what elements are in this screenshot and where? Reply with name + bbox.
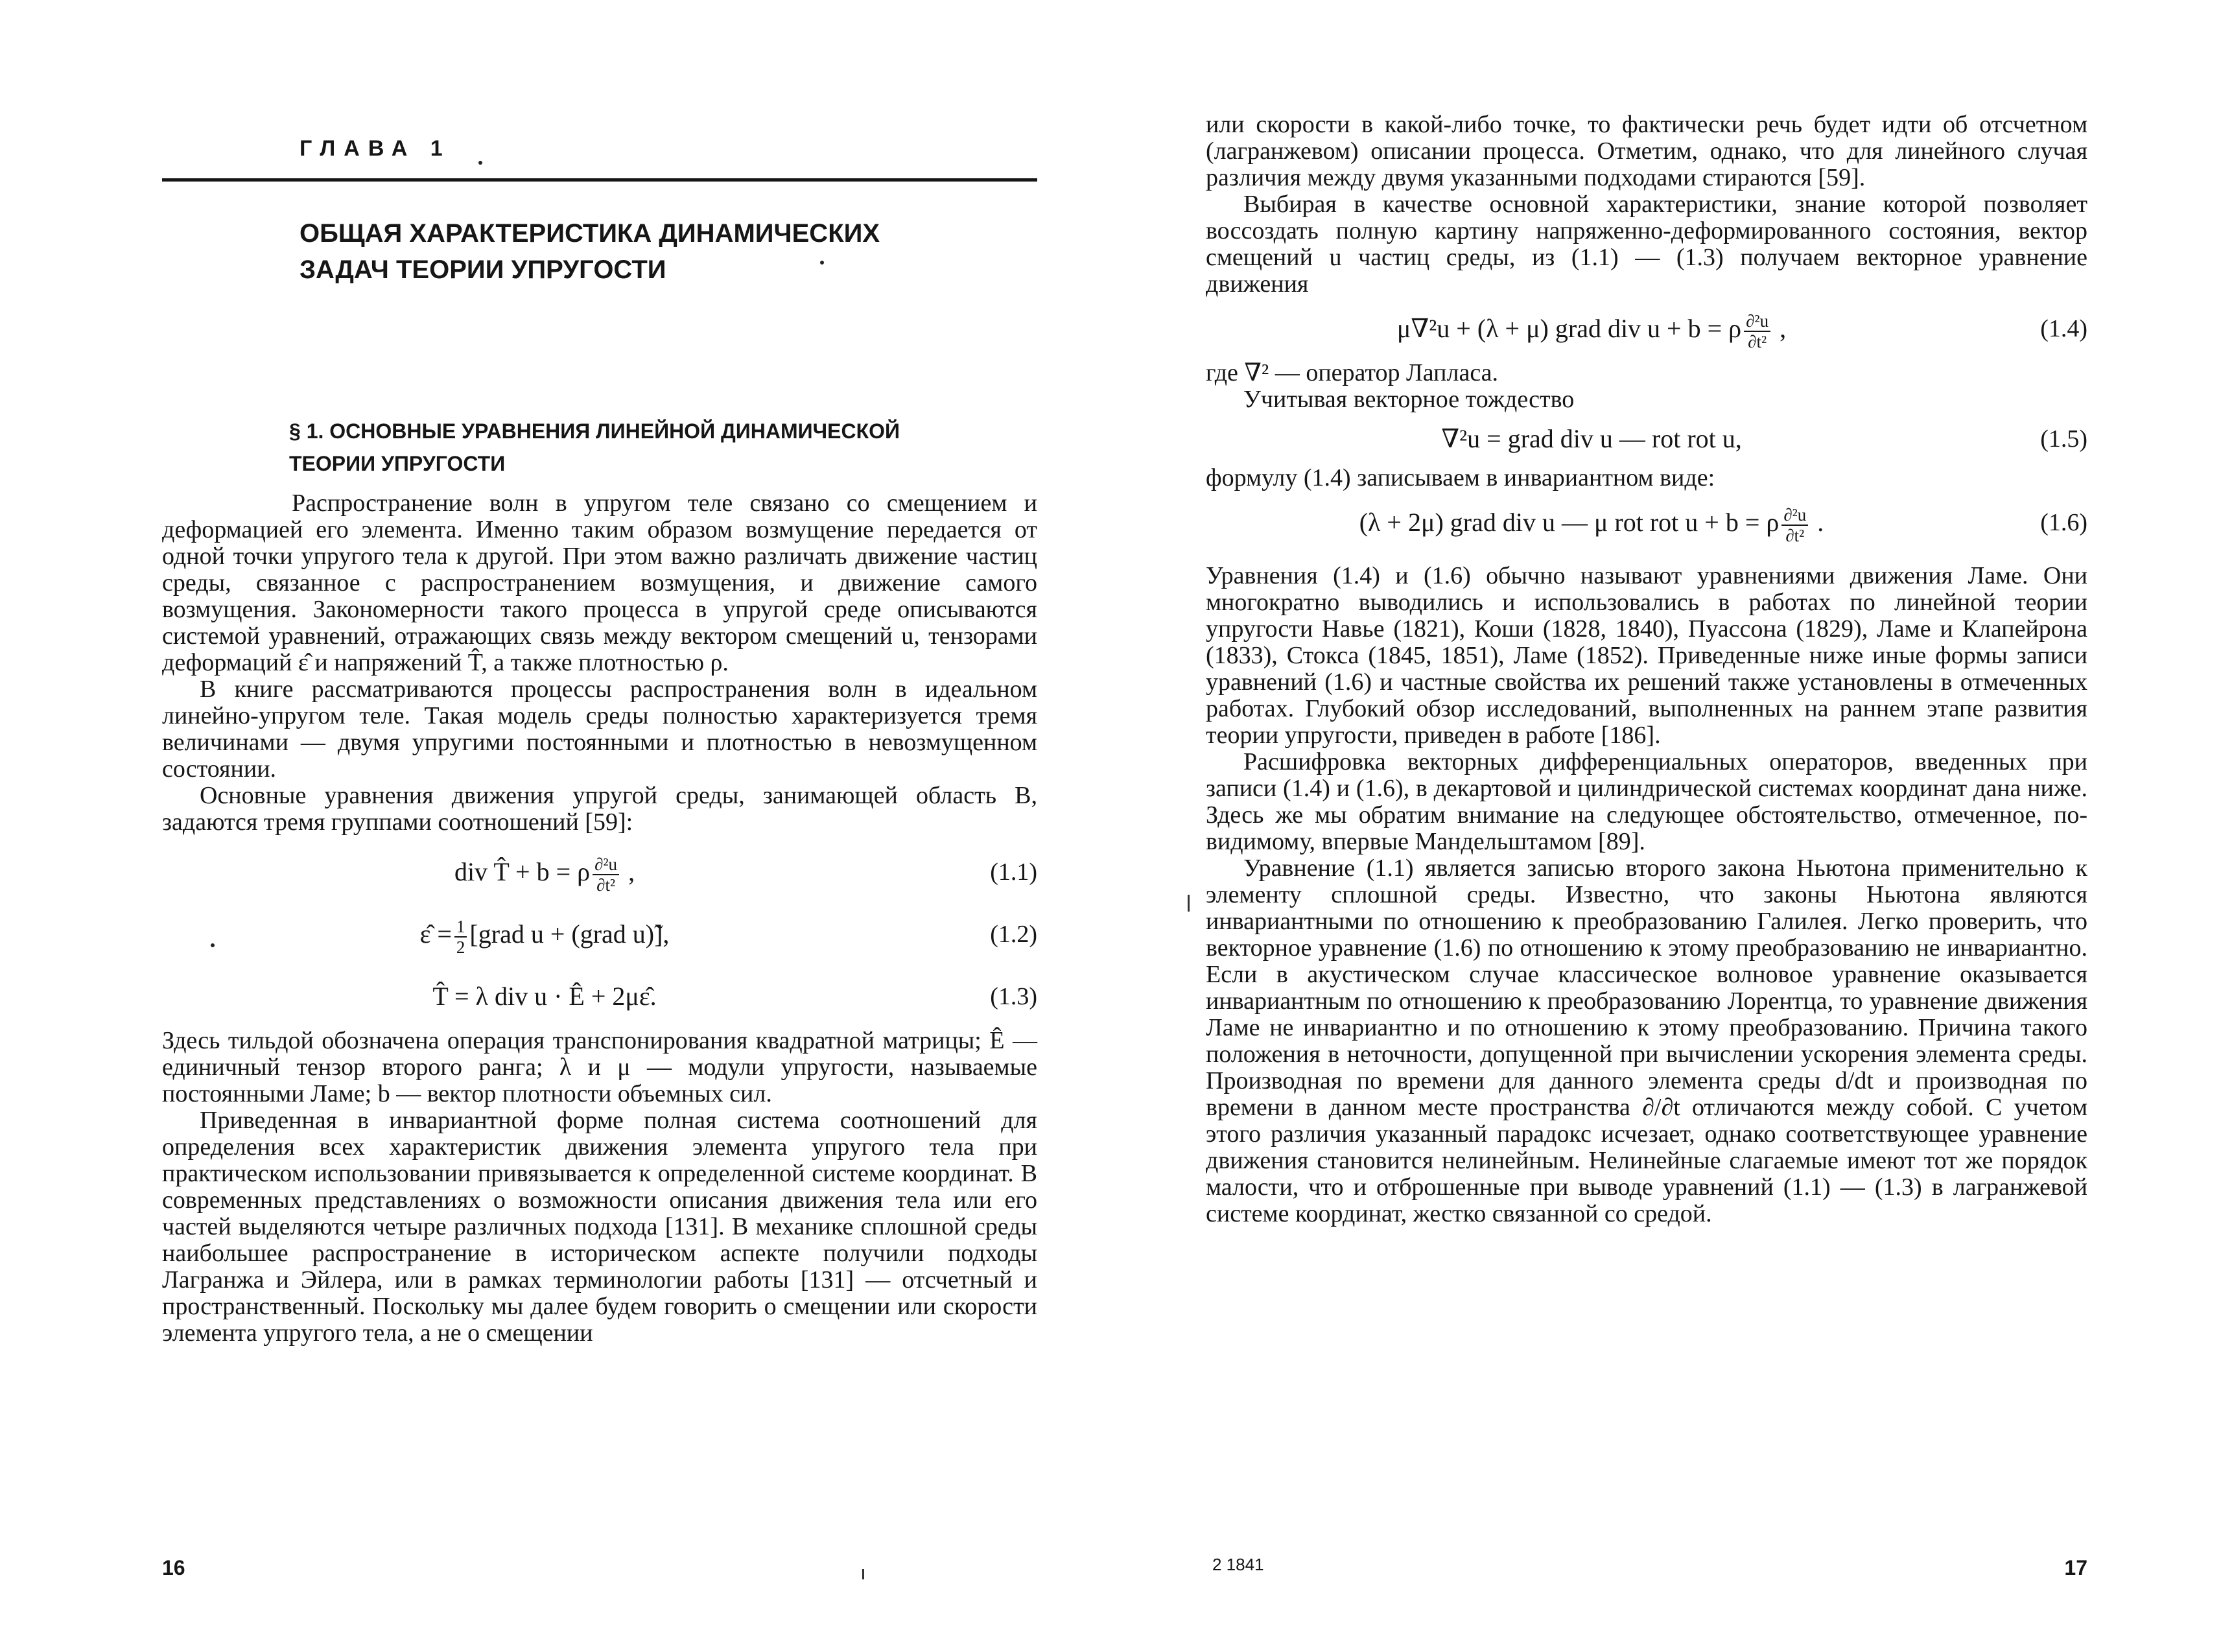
left-body bbox=[162, 490, 1037, 1347]
equation-fraction bbox=[454, 917, 467, 957]
paragraph: Уравнения (1.4) и (1.6) обычно называют уравнениями движения Ламе. Они многократно выводились и использовались в работах по линейной теории упругости Навье (1821), Коши (1828, 1840), Пуассона (1829), Ламе и Клапейрона (1833), Стокса (1845, 1851), Ламе (1852). Приведенные ниже иные формы записи уравнений (1.6) и частные свойства их решений также установлены в отмеченных работах. Глубокий обзор исследований, выполненных на раннем этапе развития теории упругости, приведен в работе [186]. bbox=[1206, 562, 2087, 749]
equation-1-3 bbox=[162, 965, 1037, 1028]
equation-fraction bbox=[593, 855, 619, 895]
equation-body: ∇²u = grad div u — rot rot u, bbox=[1441, 424, 1742, 453]
paragraph: или скорости в какой-либо точке, то фактически речь будет идти об отсчетном (лагранжевом) описании процесса. Отметим, однако, что для линейного случая различия между двумя указанными подходами стираются [59]. bbox=[1206, 111, 2087, 191]
equation-1-1 bbox=[162, 841, 1037, 903]
equation-1-6 bbox=[1206, 491, 2087, 554]
equation-number: (1.6) bbox=[2040, 509, 2087, 536]
paragraph: Выбирая в качестве основной характеристики, знание которой позволяет воссоздать полную картину напряженно-деформированного состояния, вектор смещений u частиц среды, из (1.1) — (1.3) получаем векторное уравнение движения bbox=[1206, 191, 2087, 298]
fraction-denominator: ∂t² bbox=[596, 875, 616, 895]
right-page bbox=[1206, 0, 2087, 1652]
equation-fraction bbox=[1781, 505, 1808, 545]
ink-mark bbox=[862, 1569, 864, 1579]
equation-lhs: (λ + 2μ) grad div u — μ rot rot u + b = ρ bbox=[1359, 508, 1780, 537]
paragraph: Распространение волн в упругом теле связано со смещением и деформацией его элемента. Именно таким образом возмущение передается от одной точки упругого тела к другой. При этом важно различать движение частиц среды, связанное с распространением возмущения, и движение самого возмущения. Закономерности такого процесса в упругой среде описываются системой уравнений, отражающих связь между вектором смещений u, тензорами деформаций ε̂ и напряжений T̂, а также плотностью ρ. bbox=[162, 490, 1037, 676]
paragraph: Расшифровка векторных дифференциальных операторов, введенных при записи (1.4) и (1.6), в декартовой и цилиндрической системах координат дана ниже. Здесь же мы обратим внимание на следующее обстоятельство, отмеченное, по-видимому, впервые Мандельштамом [89]. bbox=[1206, 748, 2087, 855]
equation-lhs: ε̂ = bbox=[419, 919, 452, 949]
equation-number: (1.2) bbox=[990, 921, 1037, 948]
paragraph: Основные уравнения движения упругой среды, занимающей область B, задаются тремя группами соотношений [59]: bbox=[162, 782, 1037, 836]
paragraph: Приведенная в инвариантной форме полная система соотношений для определения всех характеристик движения элемента упругого тела при практическом использовании привязывается к определенной системе координат. В современных представлениях о возможности описания движения тела или его частей выделяются четыре различных подхода [131]. В механике сплошной среды наибольшее распространение в историческом аспекте получили подходы Лагранжа и Эйлера, или в рамках терминологии работы [131] — отсчетный и пространственный. Поскольку мы далее будем говорить о смещении или скорости элемента упругого тела, а не о смещении bbox=[162, 1107, 1037, 1347]
equation-tail: . bbox=[1811, 508, 1824, 537]
paragraph: Уравнение (1.1) является записью второго закона Ньютона применительно к элементу сплошной среды. Известно, что законы Ньютона являются инвариантными по отношению к преобразованию Галилея. Легко проверить, что векторное уравнение (1.6) по отношению к этому преобразованию не инвариантно. Если в акустическом случае классическое волновое уравнение оказывается инвариантным по отношению к преобразованию Лорентца, то уравнение движения Ламе не инвариантно и по отношению к этому преобразованию. Причина такого положения в неточности, допущенной при вычислении ускорения элемента среды. Производная по времени для данного элемента среды d/dt и производная по времени в данном месте пространства ∂/∂t отличаются между собой. С учетом этого различия указанный парадокс исчезает, однако соответствующее уравнение движения становится нелинейным. Нелинейные слагаемые имеют тот же порядок малости, что и отброшенные при выводе уравнений (1.1) — (1.3) в лагранжевой системе координат, жестко связанной со средой. bbox=[1206, 855, 2087, 1227]
page-number: 16 bbox=[162, 1556, 185, 1579]
paragraph: Здесь тильдой обозначена операция транспонирования квадратной матрицы; Ê — единичный тензор второго ранга; λ и μ — модули упругости, называемые постоянными Ламе; b — вектор плотности объемных сил. bbox=[162, 1027, 1037, 1107]
paragraph: формулу (1.4) записываем в инвариантном виде: bbox=[1206, 464, 1715, 491]
equation-body: T̂ = λ div u · Ê + 2με̂. bbox=[432, 982, 657, 1011]
equation-number: (1.3) bbox=[990, 983, 1037, 1010]
equation-1-4 bbox=[1206, 298, 2087, 360]
paragraph: где ∇² — оператор Лапласа. bbox=[1206, 359, 1499, 386]
fraction-numerator: ∂²u bbox=[1744, 311, 1770, 332]
page-number: 17 bbox=[2064, 1556, 2087, 1579]
left-page bbox=[162, 0, 1037, 1652]
equation-lhs: μ∇²u + (λ + μ) grad div u + b = ρ bbox=[1396, 314, 1742, 343]
fraction-denominator: ∂t² bbox=[1785, 525, 1805, 545]
chapter-title: ОБЩАЯ ХАРАКТЕРИСТИКА ДИНАМИЧЕСКИХ ЗАДАЧ ТЕОРИИ УПРУГОСТИ bbox=[300, 219, 880, 284]
chapter-label: ГЛАВА 1 bbox=[300, 136, 451, 161]
equation-1-2 bbox=[162, 903, 1037, 965]
signature-mark: 2 1841 bbox=[1212, 1555, 1264, 1574]
equation-number: (1.5) bbox=[2040, 425, 2087, 453]
equation-tail: , bbox=[1773, 314, 1787, 343]
fraction-numerator: 1 bbox=[454, 917, 467, 938]
equation-fraction bbox=[1744, 311, 1770, 351]
fraction-numerator: ∂²u bbox=[1781, 505, 1808, 526]
section-title: § 1. ОСНОВНЫЕ УРАВНЕНИЯ ЛИНЕЙНОЙ ДИНАМИЧЕСКОЙ ТЕОРИИ УПРУГОСТИ bbox=[289, 419, 900, 475]
equation-1-5 bbox=[1206, 413, 2087, 465]
fraction-denominator: 2 bbox=[456, 937, 465, 957]
equation-tail: [grad u + (grad u)̃], bbox=[469, 919, 670, 949]
equation-number: (1.4) bbox=[2040, 315, 2087, 342]
equation-tail: , bbox=[622, 857, 635, 886]
chapter-divider bbox=[162, 178, 1037, 182]
right-body bbox=[1206, 112, 2087, 1227]
ink-speck bbox=[820, 261, 824, 265]
paragraph: В книге рассматриваются процессы распространения волн в идеальном линейно-упругом теле. Такая модель среды полностью характеризуется тремя величинами — двумя упругими постоянными и плотностью в невозмущенном состоянии. bbox=[162, 676, 1037, 783]
fraction-numerator: ∂²u bbox=[593, 855, 619, 875]
equation-lhs: div T̂ + b = ρ bbox=[454, 857, 591, 886]
equation-number: (1.1) bbox=[990, 858, 1037, 886]
ink-speck bbox=[478, 161, 482, 165]
fraction-denominator: ∂t² bbox=[1748, 331, 1767, 351]
paragraph: Учитывая векторное тождество bbox=[1243, 386, 1575, 413]
margin-mark bbox=[1188, 895, 1190, 912]
